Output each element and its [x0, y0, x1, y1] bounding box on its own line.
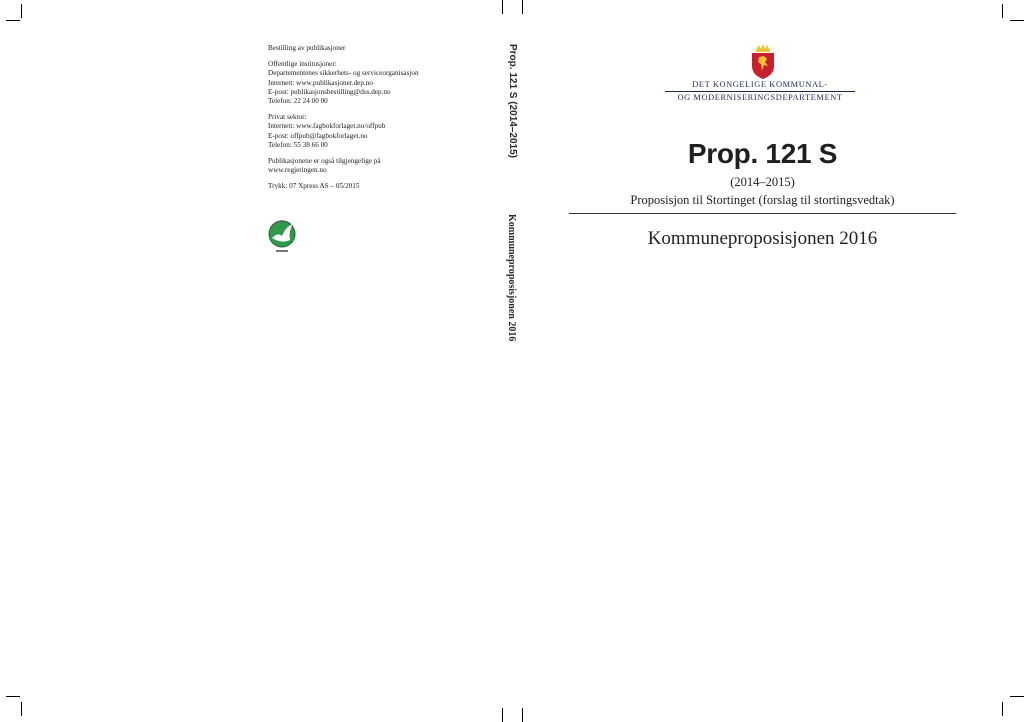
order-heading-block: [268, 44, 498, 53]
private-phone: Telefon: 55 38 66 00: [268, 140, 328, 149]
department-line1: DET KONGELIGE KOMMUNAL-: [692, 80, 828, 89]
availability-line2: www.regjeringen.no: [268, 166, 327, 175]
private-sector-label: Privat sektor:: [268, 113, 307, 122]
crop-mark: [6, 696, 20, 697]
public-internet: Internett: www.publikasjoner.dep.no: [268, 78, 373, 87]
public-institutions-block: [268, 60, 498, 106]
print-info: Trykk: 07 Xpress AS – 05/2015: [268, 182, 360, 191]
norwegian-coat-of-arms-icon: [750, 44, 776, 80]
public-email: E-post: publikasjonsbestilling@dss.dep.no: [268, 87, 391, 96]
crop-mark: [502, 0, 503, 14]
crop-mark: [21, 4, 22, 18]
private-sector-block: [268, 113, 498, 150]
availability-block: [268, 157, 498, 175]
department-line2: OG MODERNISERINGSDEPARTEMENT: [677, 93, 843, 103]
department-name: [640, 80, 880, 103]
title-divider: [569, 213, 956, 214]
document-main-title: Kommuneproposisjonen 2016: [647, 228, 878, 249]
crop-mark: [6, 20, 20, 21]
private-internet: Internett: www.fagbokforlaget.no/offpub: [268, 122, 386, 131]
spine-title: Kommuneproposisjonen 2016: [506, 214, 517, 342]
public-phone: Telefon: 22 24 00 00: [268, 97, 328, 106]
crop-mark: [21, 702, 22, 716]
print-block: [268, 182, 498, 191]
public-organisation: Departementenes sikkerhets- og serviceorganisasjon: [268, 69, 419, 78]
crop-mark: [1010, 20, 1024, 21]
crop-mark: [522, 708, 523, 722]
proposition-title: Prop. 121 S: [687, 138, 838, 169]
crop-mark: [1002, 702, 1003, 716]
department-rule: [665, 91, 855, 92]
crop-mark: [522, 0, 523, 14]
availability-line1: Publikasjonene er også tilgjengelige på: [268, 157, 381, 166]
crop-mark: [502, 708, 503, 722]
crop-mark: [1002, 4, 1003, 18]
order-heading: Bestilling av publikasjoner: [268, 44, 346, 52]
public-institutions-label: Offentlige institusjoner:: [268, 60, 337, 69]
publication-order-info: [268, 44, 498, 199]
spine-prop-number: Prop. 121 S (2014–2015): [507, 44, 518, 158]
proposition-years: (2014–2015): [730, 175, 795, 189]
nordic-swan-ecolabel-icon: [268, 216, 298, 256]
private-email: E-post: offpub@fagbokforlaget.no: [268, 131, 368, 140]
crop-mark: [1010, 696, 1024, 697]
proposition-description: Proposisjon til Stortinget (forslag til stortingsvedtak): [630, 193, 895, 207]
